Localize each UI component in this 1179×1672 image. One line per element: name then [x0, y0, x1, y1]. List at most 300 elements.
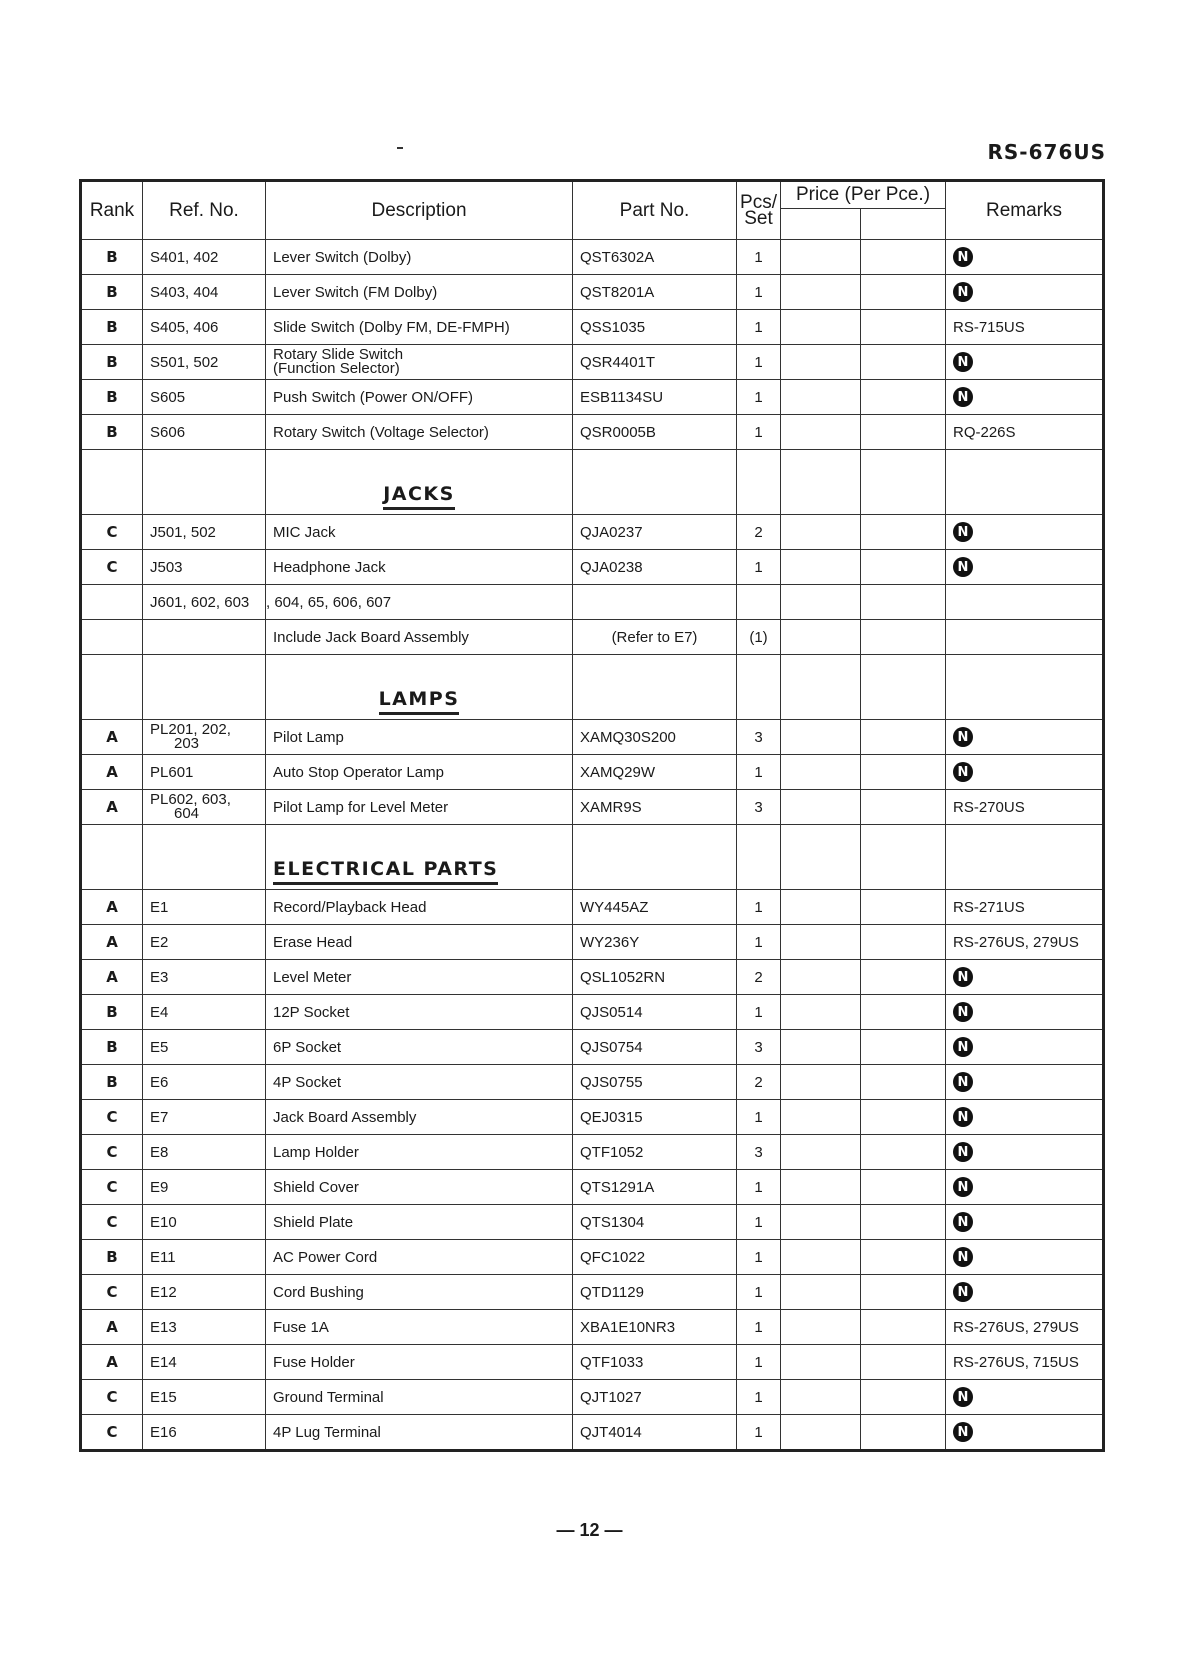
table-row: [81, 1170, 1104, 1205]
part-no-cell: QTD1129: [573, 1275, 737, 1310]
col-header-rank: Rank: [81, 181, 143, 240]
price-cell-1: [781, 450, 861, 515]
table-row: [81, 790, 1104, 825]
remarks-cell: [946, 655, 1104, 720]
rank-cell: A: [81, 960, 143, 995]
new-part-icon: N: [953, 1142, 973, 1162]
rank-cell: [81, 450, 143, 515]
price-cell-1: [781, 1135, 861, 1170]
pcs-cell: 1: [737, 380, 781, 415]
price-cell-1: [781, 1415, 861, 1451]
part-no-cell: QJT1027: [573, 1380, 737, 1415]
col-header-description: Description: [266, 181, 573, 240]
remarks-cell: [946, 825, 1104, 890]
part-no-cell: QSS1035: [573, 310, 737, 345]
section-title-cell: [266, 825, 573, 890]
remarks-cell: [946, 515, 1104, 550]
part-no-cell: QTF1052: [573, 1135, 737, 1170]
description-cell: , 604, 65, 606, 607: [266, 585, 573, 620]
description-cell: Ground Terminal: [266, 1380, 573, 1415]
table-row: [81, 1240, 1104, 1275]
price-cell-2: [861, 1170, 946, 1205]
price-cell-1: [781, 1275, 861, 1310]
description-cell: 6P Socket: [266, 1030, 573, 1065]
description-cell: Level Meter: [266, 960, 573, 995]
ref-no-cell: PL601: [143, 755, 266, 790]
ref-no-cell: E7: [143, 1100, 266, 1135]
new-part-icon: N: [953, 1037, 973, 1057]
rank-cell: C: [81, 1380, 143, 1415]
price-cell-2: [861, 240, 946, 275]
ref-no-cell: [143, 620, 266, 655]
pcs-cell: 3: [737, 790, 781, 825]
description-cell: Slide Switch (Dolby FM, DE-FMPH): [266, 310, 573, 345]
price-cell-2: [861, 1275, 946, 1310]
table-row: [81, 515, 1104, 550]
rank-cell: C: [81, 1205, 143, 1240]
price-cell-1: [781, 1100, 861, 1135]
rank-cell: A: [81, 1310, 143, 1345]
section-electrical-parts: [81, 825, 1104, 890]
pcs-cell: 1: [737, 1310, 781, 1345]
price-subcol-2: [861, 209, 946, 240]
price-cell-2: [861, 515, 946, 550]
price-cell-1: [781, 515, 861, 550]
price-cell-1: [781, 1030, 861, 1065]
ref-no-line2: 604: [174, 805, 200, 822]
rank-cell: C: [81, 1170, 143, 1205]
table-row: [81, 345, 1104, 380]
ref-no-cell: [143, 790, 266, 825]
price-cell-2: [861, 1240, 946, 1275]
table-row: [81, 1415, 1104, 1451]
price-cell-2: [861, 415, 946, 450]
table-row: [81, 1205, 1104, 1240]
part-no-cell: QJS0514: [573, 995, 737, 1030]
price-cell-1: [781, 620, 861, 655]
rank-cell: A: [81, 790, 143, 825]
rank-cell: [81, 620, 143, 655]
description-cell: Cord Bushing: [266, 1275, 573, 1310]
table-row: [81, 720, 1104, 755]
pcs-cell: 1: [737, 1275, 781, 1310]
new-part-icon: N: [953, 1422, 973, 1442]
remarks-cell: [946, 380, 1104, 415]
ref-no-cell: [143, 655, 266, 720]
pcs-cell: 3: [737, 1030, 781, 1065]
ref-no-cell: E10: [143, 1205, 266, 1240]
remarks-cell: [946, 1275, 1104, 1310]
pcs-cell: 1: [737, 1415, 781, 1451]
ref-no-cell: S405, 406: [143, 310, 266, 345]
ref-no-cell: E4: [143, 995, 266, 1030]
rank-cell: C: [81, 1415, 143, 1451]
section-title-cell: [266, 450, 573, 515]
description-cell: Rotary Switch (Voltage Selector): [266, 415, 573, 450]
ref-no-cell: J601, 602, 603: [143, 585, 266, 620]
remarks-cell: [946, 995, 1104, 1030]
description-cell: Fuse 1A: [266, 1310, 573, 1345]
section-title: ELECTRICAL PARTS: [273, 858, 498, 885]
remarks-cell: RS-276US, 279US: [946, 925, 1104, 960]
col-header-ref-no: Ref. No.: [143, 181, 266, 240]
rank-cell: B: [81, 240, 143, 275]
price-cell-2: [861, 1030, 946, 1065]
price-cell-2: [861, 720, 946, 755]
pcs-cell: 1: [737, 275, 781, 310]
pcs-cell: 1: [737, 925, 781, 960]
price-cell-2: [861, 345, 946, 380]
description-cell: Include Jack Board Assembly: [266, 620, 573, 655]
price-cell-1: [781, 550, 861, 585]
pcs-cell: 2: [737, 515, 781, 550]
table-row: [81, 585, 1104, 620]
ref-no-cell: E6: [143, 1065, 266, 1100]
part-no-cell: QJS0754: [573, 1030, 737, 1065]
pcs-cell: 1: [737, 240, 781, 275]
part-no-cell: QJS0755: [573, 1065, 737, 1100]
price-cell-2: [861, 1415, 946, 1451]
part-no-cell: QJA0238: [573, 550, 737, 585]
ref-no-cell: S606: [143, 415, 266, 450]
rank-cell: B: [81, 995, 143, 1030]
description-cell: Pilot Lamp for Level Meter: [266, 790, 573, 825]
price-cell-2: [861, 960, 946, 995]
new-part-icon: N: [953, 522, 973, 542]
remarks-cell: [946, 1100, 1104, 1135]
price-cell-2: [861, 995, 946, 1030]
price-cell-2: [861, 380, 946, 415]
rank-cell: B: [81, 275, 143, 310]
pcs-cell: 1: [737, 1100, 781, 1135]
remarks-cell: [946, 1030, 1104, 1065]
new-part-icon: N: [953, 967, 973, 987]
remarks-cell: RS-270US: [946, 790, 1104, 825]
table-row: [81, 1345, 1104, 1380]
price-cell-1: [781, 755, 861, 790]
new-part-icon: N: [953, 1177, 973, 1197]
ref-no-cell: [143, 450, 266, 515]
ref-no-cell: S501, 502: [143, 345, 266, 380]
new-part-icon: N: [953, 762, 973, 782]
rank-cell: B: [81, 1030, 143, 1065]
remarks-cell: [946, 720, 1104, 755]
part-no-cell: QSR0005B: [573, 415, 737, 450]
rank-cell: [81, 655, 143, 720]
price-cell-2: [861, 1135, 946, 1170]
new-part-icon: N: [953, 1387, 973, 1407]
table-row: [81, 620, 1104, 655]
table-row: [81, 380, 1104, 415]
table-row: [81, 415, 1104, 450]
table-row: [81, 1380, 1104, 1415]
pcs-cell: [737, 450, 781, 515]
ref-no-cell: E5: [143, 1030, 266, 1065]
part-no-cell: XAMQ30S200: [573, 720, 737, 755]
description-cell: 4P Socket: [266, 1065, 573, 1100]
remarks-cell: RS-276US, 279US: [946, 1310, 1104, 1345]
pcs-cell: 3: [737, 720, 781, 755]
description-cell: Lamp Holder: [266, 1135, 573, 1170]
part-no-cell: ESB1134SU: [573, 380, 737, 415]
price-cell-1: [781, 1205, 861, 1240]
col-header-pcs-set: [737, 181, 781, 240]
price-cell-1: [781, 790, 861, 825]
price-cell-1: [781, 1065, 861, 1100]
ref-no-cell: [143, 825, 266, 890]
parts-list-table: [79, 179, 1105, 1452]
pcs-cell: 1: [737, 1205, 781, 1240]
rank-cell: B: [81, 345, 143, 380]
table-row: [81, 1030, 1104, 1065]
part-no-cell: QSL1052RN: [573, 960, 737, 995]
remarks-cell: [946, 1170, 1104, 1205]
ref-no-line1: PL602, 603,: [150, 791, 231, 808]
description-cell: 12P Socket: [266, 995, 573, 1030]
new-part-icon: N: [953, 557, 973, 577]
pcs-cell: 1: [737, 310, 781, 345]
remarks-cell: [946, 345, 1104, 380]
table-row: [81, 995, 1104, 1030]
price-cell-2: [861, 1205, 946, 1240]
price-cell-2: [861, 1100, 946, 1135]
rank-cell: B: [81, 1240, 143, 1275]
price-cell-1: [781, 995, 861, 1030]
description-cell: AC Power Cord: [266, 1240, 573, 1275]
ref-no-cell: S605: [143, 380, 266, 415]
pcs-cell: 2: [737, 1065, 781, 1100]
price-cell-1: [781, 380, 861, 415]
pcs-cell: 1: [737, 1345, 781, 1380]
table-row: [81, 1100, 1104, 1135]
remarks-cell: [946, 275, 1104, 310]
rank-cell: B: [81, 1065, 143, 1100]
part-no-cell: QJT4014: [573, 1415, 737, 1451]
model-number: RS-676US: [987, 140, 1106, 164]
description-cell: MIC Jack: [266, 515, 573, 550]
description-cell: Jack Board Assembly: [266, 1100, 573, 1135]
table-row: [81, 240, 1104, 275]
part-no-cell: QST8201A: [573, 275, 737, 310]
price-cell-1: [781, 1240, 861, 1275]
description-cell: Lever Switch (FM Dolby): [266, 275, 573, 310]
part-no-cell: [573, 450, 737, 515]
part-no-cell: WY236Y: [573, 925, 737, 960]
remarks-cell: RS-271US: [946, 890, 1104, 925]
remarks-cell: [946, 960, 1104, 995]
price-cell-2: [861, 450, 946, 515]
new-part-icon: N: [953, 282, 973, 302]
new-part-icon: N: [953, 247, 973, 267]
remarks-cell: [946, 1205, 1104, 1240]
description-cell: [266, 345, 573, 380]
remarks-cell: [946, 1135, 1104, 1170]
part-no-cell: QFC1022: [573, 1240, 737, 1275]
new-part-icon: N: [953, 1282, 973, 1302]
ref-no-cell: E1: [143, 890, 266, 925]
new-part-icon: N: [953, 352, 973, 372]
description-cell: Auto Stop Operator Lamp: [266, 755, 573, 790]
remarks-cell: [946, 450, 1104, 515]
pcs-cell: 1: [737, 890, 781, 925]
ref-no-cell: E8: [143, 1135, 266, 1170]
description-cell: Headphone Jack: [266, 550, 573, 585]
table-row: [81, 1065, 1104, 1100]
section-lamps: [81, 655, 1104, 720]
new-part-icon: N: [953, 1072, 973, 1092]
remarks-cell: [946, 1240, 1104, 1275]
price-cell-1: [781, 240, 861, 275]
ref-no-cell: [143, 720, 266, 755]
remarks-cell: [946, 1065, 1104, 1100]
price-cell-1: [781, 1345, 861, 1380]
rank-cell: C: [81, 1135, 143, 1170]
description-cell: Fuse Holder: [266, 1345, 573, 1380]
price-cell-1: [781, 275, 861, 310]
table-row: [81, 960, 1104, 995]
rank-cell: B: [81, 310, 143, 345]
pcs-line1: Pcs/: [740, 191, 777, 213]
part-no-cell: WY445AZ: [573, 890, 737, 925]
remarks-cell: RS-276US, 715US: [946, 1345, 1104, 1380]
pcs-cell: 1: [737, 550, 781, 585]
pcs-cell: 2: [737, 960, 781, 995]
rank-cell: C: [81, 550, 143, 585]
pcs-cell: 1: [737, 1170, 781, 1205]
description-cell: 4P Lug Terminal: [266, 1415, 573, 1451]
price-cell-1: [781, 960, 861, 995]
price-cell-2: [861, 585, 946, 620]
table-row: [81, 1135, 1104, 1170]
pcs-cell: 1: [737, 755, 781, 790]
part-no-cell: QST6302A: [573, 240, 737, 275]
ref-no-cell: E11: [143, 1240, 266, 1275]
remarks-cell: [946, 585, 1104, 620]
pcs-cell: 3: [737, 1135, 781, 1170]
rank-cell: [81, 585, 143, 620]
pcs-cell: [737, 585, 781, 620]
col-header-remarks: Remarks: [946, 181, 1104, 240]
table-row: [81, 550, 1104, 585]
rank-cell: [81, 825, 143, 890]
col-header-part-no: Part No.: [573, 181, 737, 240]
description-cell: Record/Playback Head: [266, 890, 573, 925]
price-cell-1: [781, 720, 861, 755]
part-no-cell: XAMR9S: [573, 790, 737, 825]
price-cell-2: [861, 825, 946, 890]
table-row: [81, 755, 1104, 790]
price-cell-2: [861, 275, 946, 310]
table-row: [81, 275, 1104, 310]
part-no-cell: [573, 655, 737, 720]
section-jacks: [81, 450, 1104, 515]
pcs-cell: 1: [737, 345, 781, 380]
ref-no-cell: E15: [143, 1380, 266, 1415]
price-cell-2: [861, 1380, 946, 1415]
new-part-icon: N: [953, 727, 973, 747]
ref-no-cell: E14: [143, 1345, 266, 1380]
price-cell-1: [781, 655, 861, 720]
ref-no-cell: J501, 502: [143, 515, 266, 550]
price-cell-1: [781, 925, 861, 960]
price-cell-2: [861, 790, 946, 825]
table-row: [81, 890, 1104, 925]
col-header-price: Price (Per Pce.): [781, 181, 946, 209]
part-no-cell: QTS1304: [573, 1205, 737, 1240]
price-cell-2: [861, 925, 946, 960]
remarks-cell: [946, 620, 1104, 655]
remarks-cell: [946, 550, 1104, 585]
price-cell-1: [781, 345, 861, 380]
new-part-icon: N: [953, 1002, 973, 1022]
remarks-cell: RQ-226S: [946, 415, 1104, 450]
remarks-cell: [946, 1415, 1104, 1451]
description-cell: Lever Switch (Dolby): [266, 240, 573, 275]
table-row: [81, 310, 1104, 345]
price-cell-2: [861, 890, 946, 925]
pcs-cell: (1): [737, 620, 781, 655]
ref-no-cell: E2: [143, 925, 266, 960]
remarks-cell: [946, 755, 1104, 790]
ref-no-cell: S401, 402: [143, 240, 266, 275]
price-cell-2: [861, 1345, 946, 1380]
price-cell-1: [781, 1380, 861, 1415]
section-title: LAMPS: [379, 688, 460, 715]
section-title: JACKS: [383, 483, 455, 510]
table-row: [81, 1310, 1104, 1345]
rank-cell: A: [81, 925, 143, 960]
ref-no-line1: PL201, 202,: [150, 721, 231, 738]
pcs-cell: [737, 655, 781, 720]
page-number: — 12 —: [556, 1520, 623, 1540]
rank-cell: A: [81, 890, 143, 925]
stray-mark: [397, 147, 403, 149]
description-line2: (Function Selector): [273, 360, 400, 377]
remarks-cell: [946, 1380, 1104, 1415]
ref-no-cell: S403, 404: [143, 275, 266, 310]
rank-cell: A: [81, 720, 143, 755]
price-cell-1: [781, 585, 861, 620]
pcs-cell: 1: [737, 415, 781, 450]
ref-no-cell: E12: [143, 1275, 266, 1310]
description-cell: Erase Head: [266, 925, 573, 960]
new-part-icon: N: [953, 1107, 973, 1127]
rank-cell: C: [81, 515, 143, 550]
price-cell-1: [781, 310, 861, 345]
pcs-line2: Set: [744, 207, 773, 229]
price-cell-1: [781, 415, 861, 450]
new-part-icon: N: [953, 1212, 973, 1232]
pcs-cell: 1: [737, 995, 781, 1030]
part-no-cell: QTS1291A: [573, 1170, 737, 1205]
section-title-cell: [266, 655, 573, 720]
rank-cell: B: [81, 415, 143, 450]
remarks-cell: RS-715US: [946, 310, 1104, 345]
part-no-cell: (Refer to E7): [573, 620, 737, 655]
description-cell: Pilot Lamp: [266, 720, 573, 755]
ref-no-line2: 203: [174, 735, 200, 752]
description-cell: Shield Cover: [266, 1170, 573, 1205]
rank-cell: C: [81, 1100, 143, 1135]
rank-cell: B: [81, 380, 143, 415]
part-no-cell: [573, 825, 737, 890]
part-no-cell: QTF1033: [573, 1345, 737, 1380]
price-cell-2: [861, 1065, 946, 1100]
new-part-icon: N: [953, 1247, 973, 1267]
description-cell: Push Switch (Power ON/OFF): [266, 380, 573, 415]
table-row: [81, 925, 1104, 960]
price-cell-2: [861, 550, 946, 585]
